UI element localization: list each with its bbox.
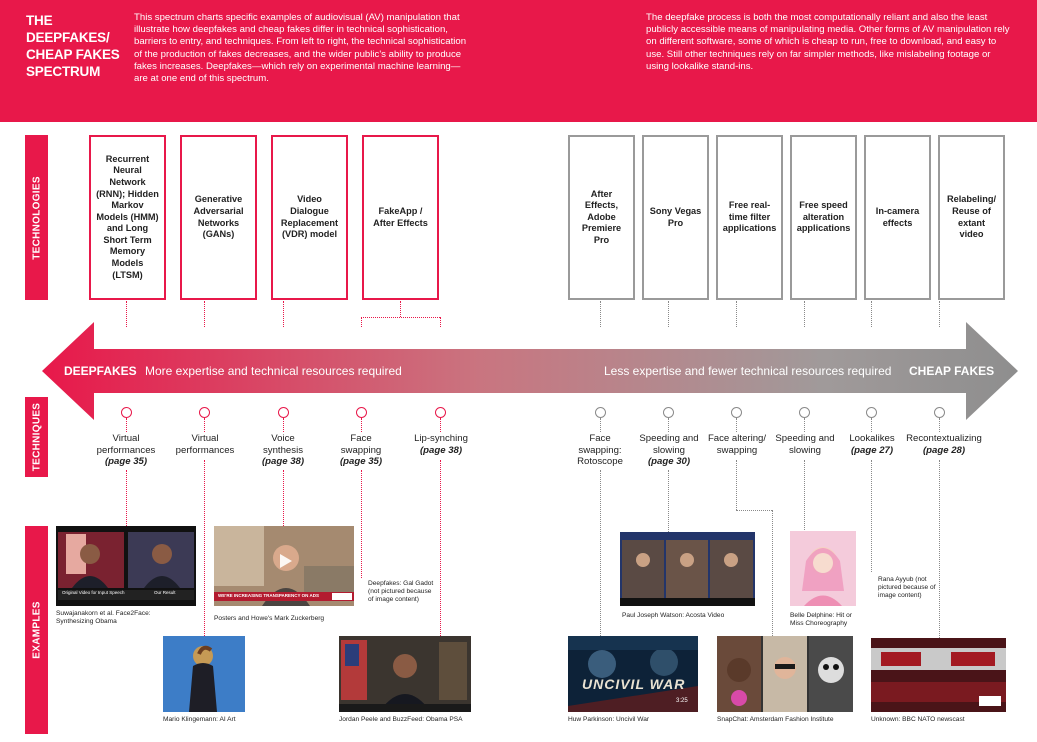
technique-node (934, 407, 945, 418)
connector-line (600, 470, 601, 636)
connector-line (871, 460, 872, 572)
technique-speeding-slowing-1 (638, 433, 700, 468)
technique-name: Speeding and slowing (775, 433, 835, 456)
arrow-label-more-expertise: More expertise and technical resources required (145, 364, 402, 378)
connector-line (600, 418, 601, 432)
connector-line (204, 460, 205, 636)
technique-node (356, 407, 367, 418)
example-image-obama-psa (339, 636, 471, 712)
technique-name: Lookalikes (849, 433, 895, 444)
connector-line (804, 418, 805, 432)
technique-page: (page 38) (419, 444, 463, 456)
technique-rotoscope (568, 433, 632, 468)
connector-line (668, 418, 669, 432)
technology-box-fakeapp: FakeApp / After Effects (362, 135, 439, 300)
intro-left-paragraph: This spectrum charts specific examples of audiovisual (AV) manipulation that illustrate how deepfakes and cheap fakes differ in technical sophistication, barriers to entry, and techniques. From left to right, the technical sophistication of the production of fakes decreases, and the wider public's ability to produce fakes increases. Deepfakes—which rely on experimental machine learning—are at one end of this spectrum. (134, 12, 467, 85)
technique-node (799, 407, 810, 418)
technology-box-vdr: Video Dialogue Replacement (VDR) model (271, 135, 348, 300)
technique-page: (page 35) (104, 456, 148, 467)
example-image-ai-art (163, 636, 245, 712)
connector-line (871, 418, 872, 432)
connector-line (283, 418, 284, 432)
technique-name: Virtual performances (96, 433, 156, 456)
technique-page: (page 30) (647, 456, 691, 467)
uncivil-war-duration: 3:25 (676, 698, 688, 704)
technique-node (663, 407, 674, 418)
arrow-label-less-expertise: Less expertise and fewer technical resources required (604, 364, 892, 378)
example-image-acosta (620, 532, 755, 606)
bbc-frame (871, 638, 1006, 712)
caption-acosta: Paul Joseph Watson: Acosta Video (622, 612, 725, 619)
face2face-right-label: Our Result (154, 590, 176, 595)
technique-name: Virtual performances (175, 433, 235, 456)
technique-name: Face swapping (340, 433, 382, 456)
technology-box-rnn: Recurrent Neural Network (RNN); Hidden Markov Models (HMM) and Long Short Term Memory Models (LTSM) (89, 135, 166, 300)
technique-name: Face altering/ swapping (707, 433, 767, 456)
connector-line (668, 470, 669, 532)
technique-node (731, 407, 742, 418)
example-image-bbc (871, 638, 1006, 712)
connector-line (361, 418, 362, 432)
example-image-face2face (56, 526, 196, 606)
ai-art-figure (163, 636, 245, 712)
connector-line (804, 460, 805, 530)
caption-belle: Belle Delphine: Hit or Miss Choreography (790, 612, 852, 628)
connector-line (440, 418, 441, 432)
technology-box-in-camera: In-camera effects (864, 135, 931, 300)
technology-box-gans: Generative Adversarial Networks (GANs) (180, 135, 257, 300)
technique-speeding-slowing-2 (772, 433, 838, 456)
arrow-label-deepfakes: DEEPFAKES (64, 364, 137, 378)
sidebar-technologies-label: TECHNOLOGIES (31, 175, 42, 260)
technique-node (278, 407, 289, 418)
connector-line (361, 470, 362, 578)
technique-face-altering (704, 433, 770, 456)
technology-box-filter-apps: Free real-time filter applications (716, 135, 783, 300)
technique-node (595, 407, 606, 418)
arrow-label-cheap-fakes: CHEAP FAKES (909, 364, 995, 378)
sidebar-techniques-label: TECHNIQUES (31, 402, 42, 472)
page-title: THE DEEPFAKES/ CHEAP FAKES SPECTRUM (26, 13, 120, 79)
connector-line (736, 418, 737, 432)
technique-name: Lip-synching (414, 433, 468, 444)
technology-box-relabeling: Relabeling/ Reuse of extant video (938, 135, 1005, 300)
connector-line (440, 460, 441, 636)
technique-name: Face swapping: Rotoscope (577, 433, 623, 467)
technique-virtual-performances-2 (170, 433, 240, 456)
connector-line (126, 418, 127, 432)
caption-bbc: Unknown: BBC NATO newscast (871, 716, 965, 723)
caption-zuckerberg: Posters and Howe's Mark Zuckerberg (214, 615, 325, 622)
caption-ai-art: Mario Klingemann: AI Art (163, 716, 236, 723)
obama-psa-frame (339, 636, 471, 712)
uncivil-war-title: UNCIVIL WAR (582, 676, 686, 692)
belle-figure (790, 531, 856, 606)
example-image-zuckerberg (214, 526, 354, 606)
example-image-snapchat (717, 636, 853, 712)
caption-gal-gadot: Deepfakes: Gal Gadot (not pictured because of image content) (368, 580, 434, 604)
technology-box-sony-vegas: Sony Vegas Pro (642, 135, 709, 300)
technique-lip-synching (405, 433, 477, 456)
example-image-uncivil-war (568, 636, 698, 712)
connector-line (772, 510, 773, 636)
technique-node (435, 407, 446, 418)
snapchat-frames (717, 636, 853, 712)
zuckerberg-banner: WE'RE INCREASING TRANSPARENCY ON ADS (218, 593, 319, 598)
sidebar-examples (25, 526, 48, 734)
technique-node (121, 407, 132, 418)
connector-line (939, 460, 940, 638)
caption-obama-psa: Jordan Peele and BuzzFeed: Obama PSA (339, 716, 463, 723)
technique-lookalikes (843, 433, 901, 456)
connector-line (736, 460, 737, 510)
technique-name: Speeding and slowing (639, 433, 699, 456)
technique-page: (page 28) (922, 444, 966, 456)
technique-page: (page 27) (850, 444, 894, 456)
technique-face-swapping (331, 433, 391, 468)
technology-box-after-effects: After Effects, Adobe Premiere Pro (568, 135, 635, 300)
technique-virtual-performances-1 (86, 433, 166, 468)
connector-line (736, 510, 772, 511)
technique-voice-synthesis (253, 433, 313, 468)
caption-face2face: Suwajanakorn et al. Face2Face: Synthesizing Obama (56, 610, 151, 626)
technique-name: Voice synthesis (263, 433, 303, 456)
intro-right-paragraph: The deepfake process is both the most computationally reliant and also the least publicly accessible means of manipulating media. Other forms of AV manipulation rely on different software, some of which is cheap to run, free to download, and easy to use. Still other techniques rely on far simpler methods, like mislabeling footage or using lookalike stand-ins. (646, 12, 1010, 72)
caption-rana-ayyub: Rana Ayyub (not pictured because of image content) (878, 576, 936, 600)
connector-line (939, 418, 940, 432)
technique-recontextualizing (904, 433, 984, 456)
technique-node (866, 407, 877, 418)
connector-line (283, 470, 284, 526)
acosta-frames (620, 532, 755, 606)
caption-snapchat: SnapChat: Amsterdam Fashion Institute (717, 716, 834, 723)
technique-name: Recontextualizing (906, 433, 982, 444)
connector-line (126, 470, 127, 526)
connector-line (204, 418, 205, 432)
technique-node (199, 407, 210, 418)
example-image-belle (790, 531, 856, 606)
technique-page: (page 35) (339, 456, 383, 467)
caption-uncivil-war: Huw Parkinson: Uncivil War (568, 716, 650, 723)
sidebar-examples-label: EXAMPLES (31, 601, 42, 659)
technique-page: (page 38) (261, 456, 305, 467)
technology-box-speed-apps: Free speed alteration applications (790, 135, 857, 300)
face2face-left-label: Original Video for Input Speech (62, 590, 125, 595)
